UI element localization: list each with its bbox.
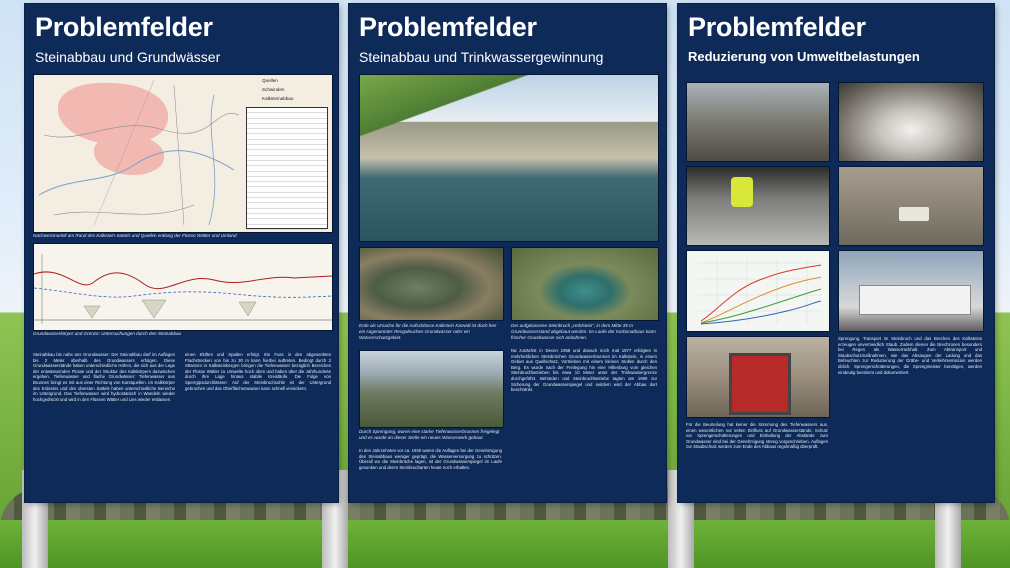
- panel-title: Problemfelder: [35, 12, 213, 42]
- grass-foreground: [0, 520, 1010, 568]
- info-panel-environment: [678, 4, 994, 502]
- panel-title: Problemfelder: [688, 12, 866, 42]
- quarry-aerial-photo: [359, 247, 504, 321]
- groundwater-section-diagram: [33, 243, 333, 331]
- dump-truck-photo: [838, 166, 984, 246]
- info-panel-drinking-water: [349, 4, 666, 502]
- panel-title: Problemfelder: [359, 12, 537, 42]
- truck-wash-photo: [686, 336, 830, 418]
- section-caption: Grundwasserkörper und Grenze: Untersuchungen durch den Steinabbau: [33, 331, 182, 336]
- photo-caption-town: Durch Sprengung, waren eine starke Tiefenwasserbrunnen freigelegt und es wurde an dieser Stelle ein neues Wasserwerk gebaut.: [359, 429, 500, 440]
- town-aerial-photo: [359, 350, 504, 428]
- legend-swallets: Schwinden: [262, 87, 285, 92]
- trailer-shape: [859, 285, 971, 315]
- text-column-right: Sprengung, Transport im Steinbruch und das Brechen des Kalksteins erzeugen unvermeidlich Staub. Zudem dienen die Brechzonen besonders bei Regen als Wasserrückhalt. Zum Abtransport und Staubschutzmaßnahmen, wie das Absaugen der Ladung und das Befeuchten zur Reduzierung der Gräbe- und Verkehrsemission werden üblich. Sprengerschütterungen, die Sprengmeister benötigen, werden eindeutig bestimmt und dokumentiert.: [838, 336, 982, 375]
- text-column-right: Na zunächst in Decen 1958 und danach noch mal 1977 erfolgten in mehrheitlichen Steinbrüchen Grundwasserbrunnen im Kalkstein, in einem Gebiet aus Quellschutz, Vortrieben mit einem kleinen Stollen durch den Berg. Es wurde nach der Freilegung hin eine Hillenburg vom gleichen Steinbruchbetrieben bis etwa 10 Meter unter der Trinkwassergrenze durchgeführt. Behörden und Steinbruchbetriebe tagten am 1990 zur Sicherung der Grundwasserspiegel und seitdem wird der Abbau dort beschränkt.: [511, 348, 657, 393]
- quarry-lake-photo: [359, 74, 659, 242]
- legend-quarry: Kalksteinabbau: [262, 96, 294, 101]
- safety-vest-shape: [731, 177, 753, 207]
- chart-lines-graphic: [687, 251, 829, 331]
- text-column-left: In den Jahrzehnten vor ca. 1930 waren die Auflagen bei der Genehmigung des Steinabbaus weniger geprägt, die Wasserversorgung zu schützen. Überall wo die Steinbrüche lagen, ist der Grundwasserspiegel im Laufe gesunken und deren Steinbrucharten heute noch erhalten.: [359, 448, 502, 470]
- legend-springs: Quellen: [262, 78, 278, 83]
- photo-caption-left: Erde als Ursache für die Aufschlüsse Kalkstein Kanwäl ist doch hier ein sogenanntes Rengaleuches Grundwasser oder ein Wasserschutzgebiet.: [359, 323, 497, 340]
- map-caption: Nachweismodell am Rand des Kalkstein-Sattels und Quellen entlang der Flüsse Wätter und Umland: [33, 233, 237, 238]
- worker-measuring-photo: [686, 166, 830, 246]
- blasting-dust-photo: [838, 82, 984, 162]
- photo-caption-right: Der aufgelassene Steinbruch „Hohlstein", in dem Mitte 35 m Grundwasserstand abgebaut werden. Im Laufe der Karbonatbaus kann frischer Grundwasser sich anbahnen.: [511, 323, 656, 340]
- vibration-chart-image: [686, 250, 830, 332]
- lorry-loading-photo: [838, 250, 984, 332]
- section-graphic: [34, 244, 332, 330]
- panel-subtitle: Reduzierung von Umweltbelastungen: [688, 49, 920, 64]
- text-column-right: einen Klüften und Spalten erfolgt. Ein Fuss in den abgesenkten Flachstrecken von bis zu 30 m kann hierbei auftreten. Bedingt durch 2 Sttanzen in Kalksteinbergen bringen die Tiefenwasser bezüglich Bereichen der Flüsse Wätter zu Umwelte hoch oben und haben über die Jahrhunderte durch ihre Lage hinaus stabile Kreisläufe. Die Folge von Sperrgipsdurchlässen: Auf der Steinbruchsohle ist der Untergrund gebrochen und das Oberflächenwasser kann schnell versickern.: [185, 352, 331, 391]
- panel-subtitle: Steinabbau und Grundwässer: [35, 49, 221, 65]
- red-truck-shape: [729, 353, 791, 415]
- text-column-left: Steinabbau bis nahe ans Grundwasser: Der Steinabbau darf im Auflagen bis 2 Meter oberhalb des Grundwassers erfolgen. Diese Grundwasserstände haben unterschiedliche Höhen, die sich aus der Lage der entwässernden Flüsse und der Struktur des Kalkkörpers dazwischen ergeben. Tiefenwasser und flache Grundwässer: Tiefenwasser aus Brunnen bringt es mit aus einer Richtung von Karstquellen. Im Kalkkörper des Erdseins und des obersten Sattels haben unterschiedliche Bereiche im Untergrund. Das Tiefenwasser wird hydrostatisch in Wandeln wieder hochgedrückt und wird in den Flüssen Wätter und Lies wieder entlassen.: [33, 352, 175, 402]
- quarry-lake-aerial-photo: [511, 247, 659, 321]
- quarry-building-photo: [686, 82, 830, 162]
- text-column-left: Für die Beurteilung hat keiner die Sörnmung des Tiefenwassers aus, einen wesentlichen nur selten Einfluss auf Grundwasserstände. Schutz vor Sprengerschütterungen und Einhaltung der Abstände zum Grundwasser sind bei der Genehmigung streng vorgeschrieben. Auflagen zur Staubschutz werden zum Ende des Abbaus regelmäßig überprüft.: [686, 422, 828, 450]
- panel-subtitle: Steinabbau und Trinkwassergewinnung: [359, 49, 604, 65]
- karst-map: [33, 74, 333, 233]
- info-panel-groundwater: [25, 4, 338, 502]
- truck-shape: [899, 207, 929, 221]
- map-legend-table: [246, 107, 328, 229]
